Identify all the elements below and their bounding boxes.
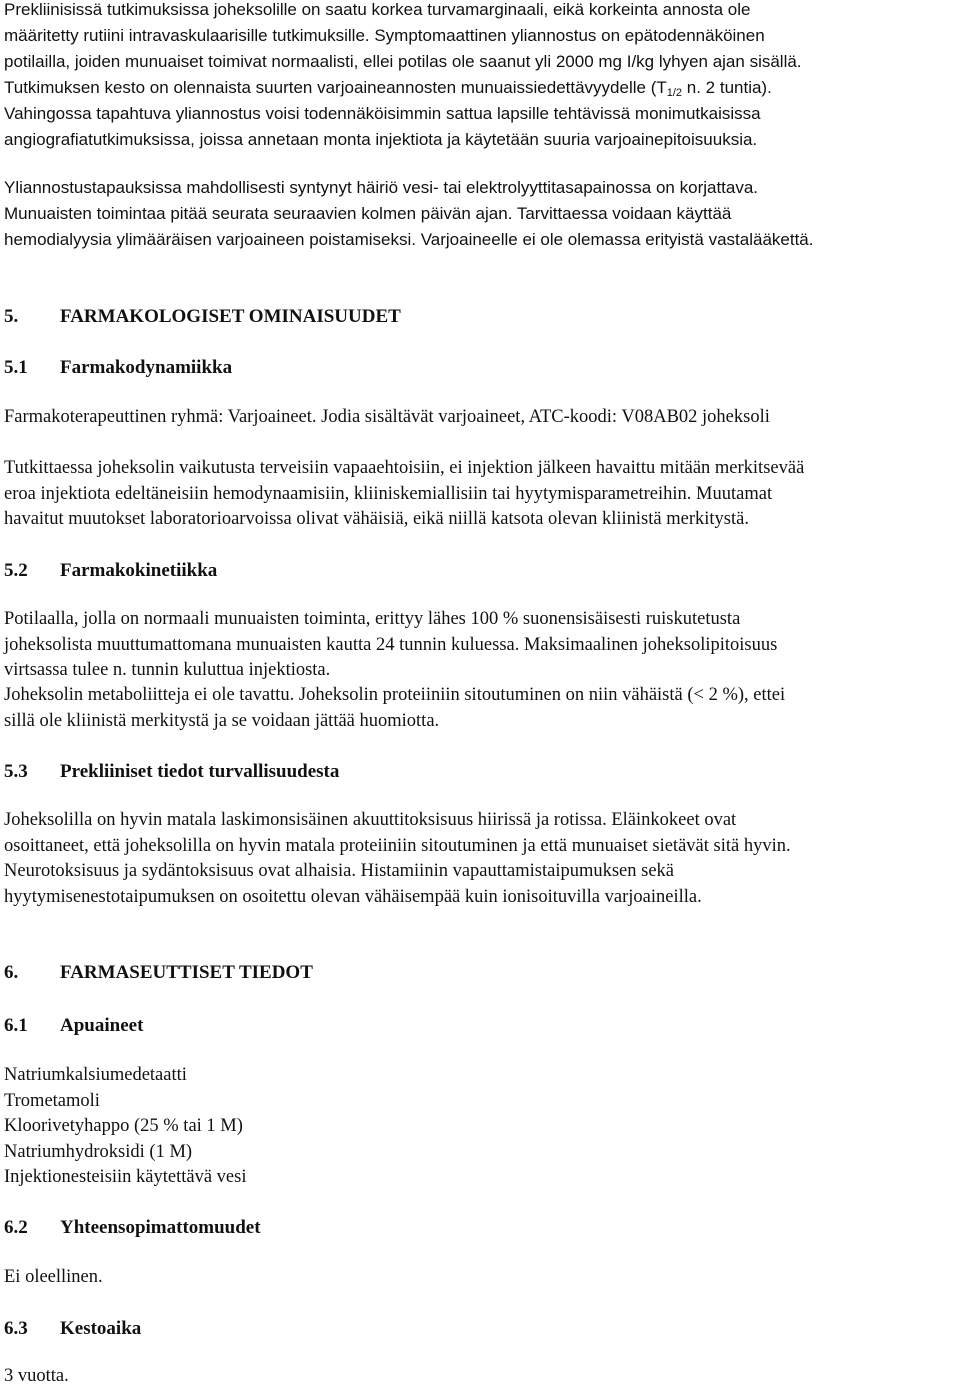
text-line: osoittaneet, että joheksolilla on hyvin matala proteiiniin sitoutuminen ja että munuaiset sietävät sitä hyvin. bbox=[4, 835, 791, 856]
text-line: Farmakoterapeuttinen ryhmä: Varjoaineet. Jodia sisältävät varjoaineet, ATC-koodi: V08AB02 joheksoli bbox=[4, 407, 770, 427]
list-item: Natriumkalsiumedetaatti bbox=[4, 1065, 187, 1085]
section-title: Kestoaika bbox=[60, 1318, 142, 1339]
text-line: Tutkittaessa joheksolin vaikutusta terveisiin vapaaehtoisiin, ei injektion jälkeen havaittu mitään merkitsevää bbox=[4, 458, 805, 478]
section-title: Apuaineet bbox=[60, 1015, 144, 1036]
section-number: 6.1 bbox=[4, 1015, 28, 1036]
list-item: Natriumhydroksidi (1 M) bbox=[4, 1141, 193, 1162]
text-fragment: Tutkimuksen kesto on olennaista suurten varjoaineannosten munuaissiedettävyydelle (T bbox=[4, 78, 667, 97]
section-number: 6.2 bbox=[4, 1217, 28, 1238]
text-fragment: n. 2 tuntia). bbox=[682, 78, 772, 97]
section-heading-6-3 bbox=[4, 1316, 141, 1342]
section-title: Farmakokinetiikka bbox=[60, 560, 218, 581]
incompatibilities-text bbox=[4, 1265, 103, 1291]
section-number: 6.3 bbox=[4, 1318, 28, 1339]
section-heading-6-1 bbox=[4, 1013, 143, 1039]
section-heading-5 bbox=[4, 304, 401, 330]
section-heading-6-2 bbox=[4, 1215, 261, 1241]
text-line: hyytymisenestotaipumuksen on osoitettu olevan vähäisempää kuin ionisoituvilla varjoaineilla. bbox=[4, 886, 702, 907]
text-line: Vahingossa tapahtuva yliannostus voisi todennäköisimmin sattua lapsille tehtävissä monimutkaisissa bbox=[4, 104, 761, 123]
section-title: Yhteensopimattomuudet bbox=[60, 1217, 261, 1238]
preclinical-paragraph bbox=[4, 808, 791, 910]
text-line: eroa injektiota edeltäneisiin hemodynaamisiin, kliiniskemiallisiin tai hyytymisparametreihin. Muutamat bbox=[4, 483, 773, 504]
section-number: 5.1 bbox=[4, 357, 28, 378]
section-title: FARMAKOLOGISET OMINAISUUDET bbox=[60, 306, 401, 327]
pharmacodynamics-paragraph bbox=[4, 456, 804, 533]
text-line: potilailla, joiden munuaiset toimivat normaalisti, ellei potilas ole saanut yli 2000 mg I/kg lyhyen ajan sisällä. bbox=[4, 52, 802, 71]
text-line: Yliannostustapauksissa mahdollisesti syntynyt häiriö vesi- tai elektrolyyttitasapainossa on korjattava. bbox=[4, 178, 759, 197]
section-number: 5.3 bbox=[4, 761, 28, 782]
text-line: 3 vuotta. bbox=[4, 1366, 69, 1386]
text-line: Neurotoksisuus ja sydäntoksisuus ovat alhaisia. Histamiinin vapauttamistaipumuksen sekä bbox=[4, 861, 675, 881]
text-line: havaitut muutokset laboratorioarvoissa olivat vähäisiä, eikä niillä katsota olevan kliinistä merkitystä. bbox=[4, 509, 749, 529]
list-item: Injektionesteisiin käytettävä vesi bbox=[4, 1167, 247, 1187]
excipients-list bbox=[4, 1063, 247, 1191]
section-number: 6. bbox=[4, 962, 19, 983]
text-line: Potilaalla, jolla on normaali munuaisten toiminta, erittyy lähes 100 % suonensisäisesti ruiskutetusta bbox=[4, 609, 741, 629]
pharmacotherapeutic-group bbox=[4, 405, 770, 431]
section-number: 5.2 bbox=[4, 560, 28, 581]
section-heading-5-2 bbox=[4, 558, 217, 584]
text-line: määritetty rutiini intravaskulaarisille tutkimuksille. Symptomaattinen yliannostus on epätodennäköinen bbox=[4, 26, 765, 45]
half-life-subscript: 1/2 bbox=[666, 87, 683, 99]
section-heading-5-3 bbox=[4, 759, 339, 785]
text-line: sillä ole kliinistä merkitystä ja se voidaan jättää huomiotta. bbox=[4, 710, 440, 731]
text-line: virtsassa tulee n. tunnin kuluttua injektiosta. bbox=[4, 660, 331, 680]
list-item: Kloorivetyhappo (25 % tai 1 M) bbox=[4, 1116, 243, 1136]
overdose-paragraph bbox=[4, 0, 802, 153]
text-line: Prekliinisissä tutkimuksissa joheksolille on saatu korkea turvamarginaali, eikä korkeinta annosta ole bbox=[4, 0, 751, 19]
section-heading-5-1 bbox=[4, 355, 232, 381]
section-title: Farmakodynamiikka bbox=[60, 357, 233, 378]
text-line: Ei oleellinen. bbox=[4, 1267, 103, 1287]
list-item: Trometamoli bbox=[4, 1090, 100, 1111]
text-line-half-life bbox=[4, 75, 802, 101]
section-heading-6 bbox=[4, 960, 313, 986]
text-line: Joheksolin metaboliitteja ei ole tavattu. Joheksolin proteiiniin sitoutuminen on niin vähäistä (< 2 %), ettei bbox=[4, 685, 786, 705]
pharmacokinetics-paragraph-1 bbox=[4, 607, 777, 684]
section-number: 5. bbox=[4, 306, 19, 327]
overdose-treatment-paragraph bbox=[4, 175, 813, 253]
text-line: Joheksolilla on hyvin matala laskimonsisäinen akuuttitoksisuus hiirissä ja rotissa. Eläinkokeet ovat bbox=[4, 810, 737, 830]
text-line: joheksolista muuttumattomana munuaisten kautta 24 tunnin kuluessa. Maksimaalinen joheksolipitoisuus bbox=[4, 634, 778, 655]
text-line: angiografiatutkimuksissa, joissa annetaan monta injektiota ja käytetään suuria varjoainepitoisuuksia. bbox=[4, 130, 758, 149]
section-title: Prekliiniset tiedot turvallisuudesta bbox=[60, 761, 340, 782]
pharmacokinetics-paragraph-2 bbox=[4, 683, 785, 734]
text-line: hemodialyysia ylimääräisen varjoaineen poistamiseksi. Varjoaineelle ei ole olemassa erityistä vastalääkettä. bbox=[4, 230, 814, 249]
section-title: FARMASEUTTISET TIEDOT bbox=[60, 962, 313, 983]
text-line: Munuaisten toimintaa pitää seurata seuraavien kolmen päivän ajan. Tarvittaessa voidaan käyttää bbox=[4, 204, 732, 223]
